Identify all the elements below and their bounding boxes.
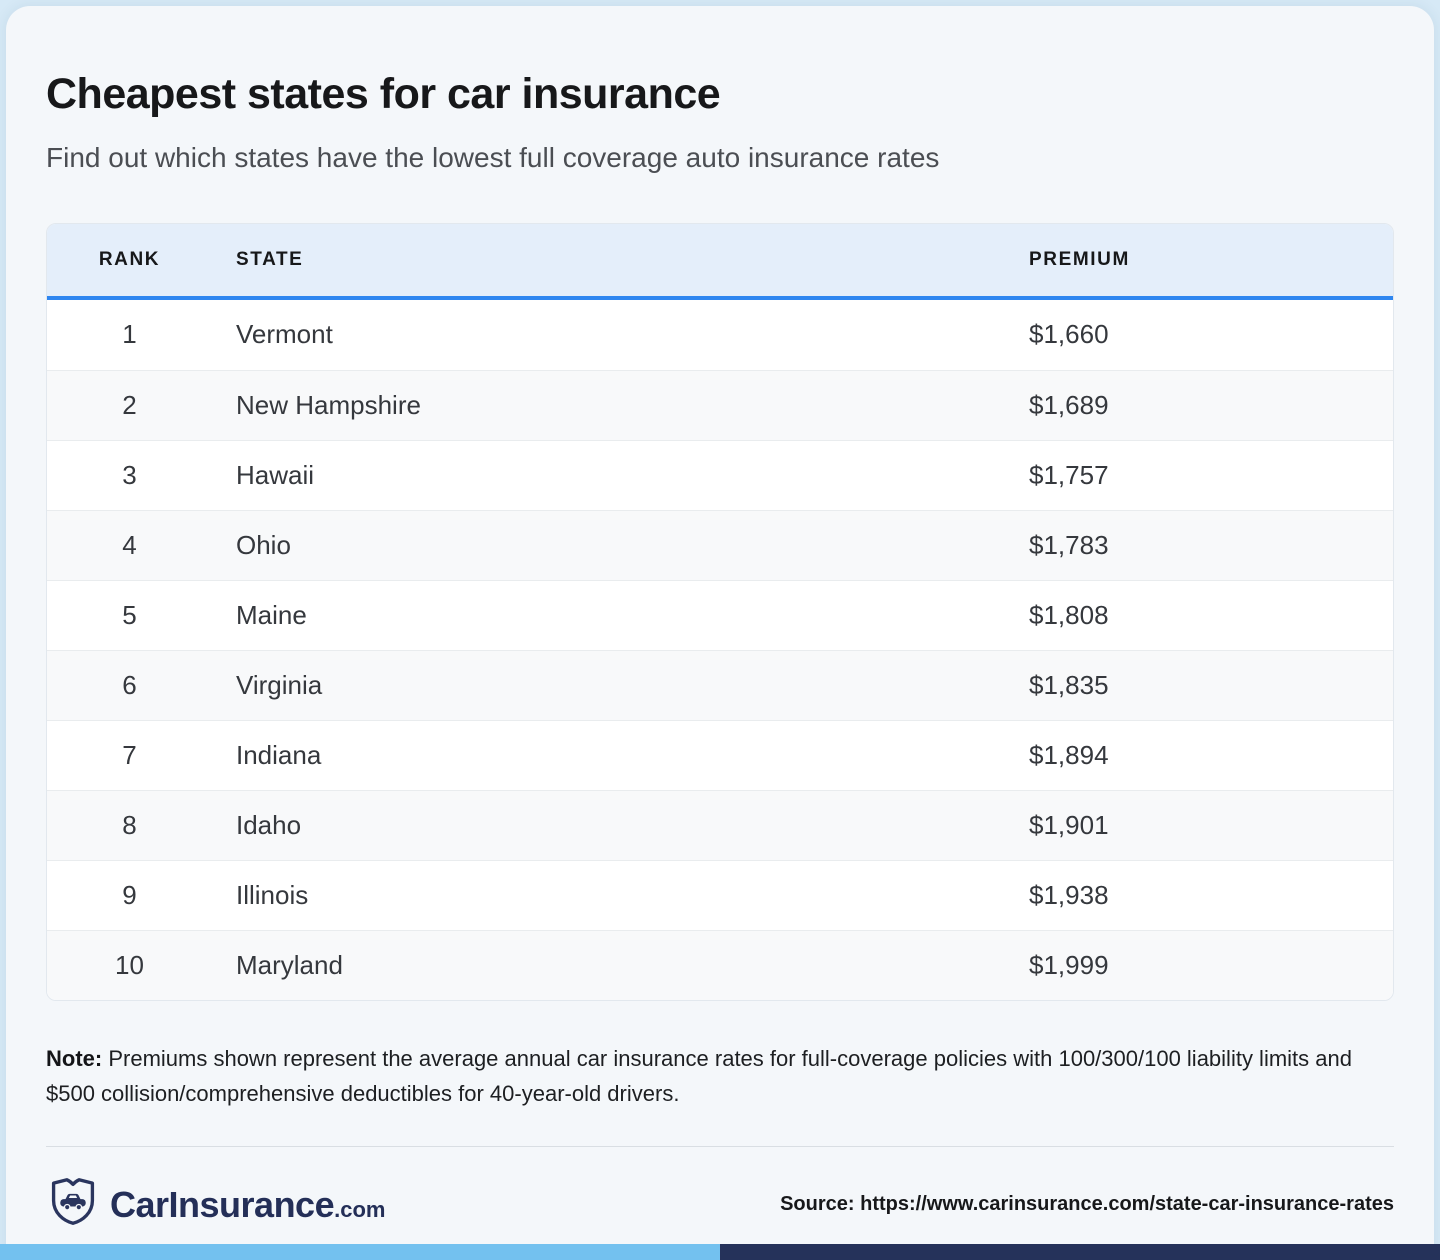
table-row [47,930,1393,1000]
premium-cell: $1,689 [1029,389,1109,420]
state-cell: Ohio [236,529,291,560]
table-row [47,650,1393,720]
source-text: Source: https://www.carinsurance.com/state-car-insurance-rates [780,1193,1394,1216]
footer-divider [46,1146,1394,1147]
premium-cell: $1,757 [1029,459,1109,490]
column-header-state: STATE [236,248,304,270]
brand-wordmark [110,1184,385,1226]
premium-cell: $1,808 [1029,599,1109,630]
rank-cell: 8 [122,809,137,840]
footer [46,1173,1394,1236]
state-cell: Vermont [236,319,333,350]
infographic-card [6,6,1434,1260]
footnote [46,1041,1394,1113]
footnote-label: Note: [46,1045,103,1071]
bottom-accent-bar [0,1244,1440,1260]
rank-cell: 5 [122,599,137,630]
table-header-row [47,224,1393,300]
brand-suffix: .com [334,1196,386,1222]
table-row [47,790,1393,860]
premium-cell: $1,901 [1029,809,1109,840]
page-title: Cheapest states for car insurance [46,70,721,118]
state-cell: Illinois [236,879,309,910]
table-row [47,370,1393,440]
bottom-bar-light-segment [0,1244,720,1260]
rank-cell: 10 [115,949,144,980]
premium-cell: $1,783 [1029,529,1109,560]
state-cell: Indiana [236,739,322,770]
state-cell: Hawaii [236,459,315,490]
brand-name: CarInsurance [110,1183,335,1225]
shield-car-icon [46,1173,100,1236]
table-body [47,300,1393,1000]
brand-logo [46,1173,385,1236]
premium-cell: $1,938 [1029,879,1109,910]
table-row [47,860,1393,930]
bottom-bar-dark-segment [720,1244,1440,1260]
rank-cell: 1 [122,319,137,350]
rates-table [46,223,1394,1001]
rank-cell: 4 [122,529,137,560]
premium-cell: $1,999 [1029,949,1109,980]
premium-cell: $1,660 [1029,319,1109,350]
table-row [47,720,1393,790]
state-cell: Maryland [236,949,343,980]
rank-cell: 7 [122,739,137,770]
table-row [47,510,1393,580]
rank-cell: 9 [122,879,137,910]
rank-cell: 3 [122,459,137,490]
page-subtitle: Find out which states have the lowest full coverage auto insurance rates [46,142,940,174]
premium-cell: $1,835 [1029,669,1109,700]
table-row [47,300,1393,370]
state-cell: Virginia [236,669,323,700]
column-header-premium: PREMIUM [1029,248,1130,270]
footnote-text: Premiums shown represent the average annual car insurance rates for full-coverage policies with 100/300/100 liability limits and $500 collision/comprehensive deductibles for 40-year-old drivers. [46,1045,1352,1107]
table-row [47,580,1393,650]
table-row [47,440,1393,510]
state-cell: New Hampshire [236,389,421,420]
premium-cell: $1,894 [1029,739,1109,770]
rank-cell: 6 [122,669,137,700]
rank-cell: 2 [122,389,137,420]
column-header-rank: RANK [98,248,161,270]
state-cell: Maine [236,599,307,630]
state-cell: Idaho [236,809,302,840]
